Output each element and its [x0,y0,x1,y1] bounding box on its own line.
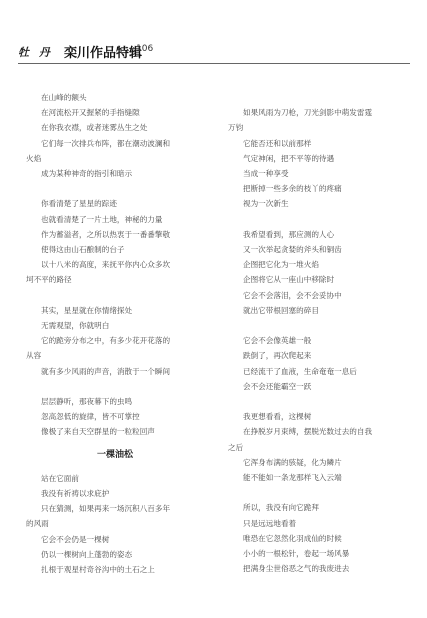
poem-line: 它们每一次排兵布阵，都在潮动波澜和 [41,138,171,148]
poem-title: 一棵油松 [96,449,133,460]
poem-line: 万钧 [228,123,244,133]
poem-line: 企图将它从一座山中移除时 [243,275,335,285]
poem-line: 像极了来自天空群星的一粒粒回声 [41,427,155,437]
poem-line: 它的跪旁分布之中，有多少花开花落的 [41,336,171,346]
poem-line: 层层静听，那夜幕下的虫鸣 [41,397,133,407]
poem-line: 在山峰的额头 [41,93,87,102]
header-rule [18,63,410,64]
page-number: 106 [136,44,154,54]
magazine-brand: 牡 丹 [18,46,53,59]
poem-line: 在挣脱岁月束缚，摆脱光数过去的自我 [243,427,373,437]
poem-line: 小小的一根松针，卷起一场风暴 [243,549,350,559]
poem-line: 之后 [228,442,244,452]
stanza-break [228,90,406,105]
poem-line: 坷不平的路径 [26,275,72,285]
poem-line: 在你我衣襟，或者迷雾丛生之处 [41,123,148,133]
poem-line: 无需观望，你就明白 [41,321,110,331]
poem-line: 成为某种神奇的指引和暗示 [41,169,133,179]
poem-line: 在河流松开又握紧的手指缝隙 [41,108,140,118]
stanza-break [228,212,406,227]
poem-line: 它浑身布满的骇疑，化为鳞片 [243,457,342,467]
poem-line: 它会不会落泪，会不会妥协中 [243,290,342,300]
poem-line: 它能否还和以前那样 [243,138,312,148]
stanza-break [228,394,406,409]
stanza-break [228,318,406,333]
poem-line: 只是远远地看着 [243,518,297,528]
right-column [228,90,406,576]
poem-line: 当成一种享受 [243,169,289,178]
stanza-break [228,485,406,500]
poem-line: 站在它面前 [41,473,79,483]
poem-line: 火焰 [26,153,42,163]
poem-line: 你看清楚了星星的踪迹 [41,199,117,209]
left-column [26,90,204,577]
poem-line: 我希望看到，那应测的人心 [243,229,335,239]
poem-line: 把满身尘世俗恶之气的我废进去 [243,564,350,574]
poem-line: 也就看清楚了一片土地，神秘的力量 [41,214,163,224]
poem-line: 能不能如一条龙那样飞入云端 [243,473,342,483]
poem-line: 忽高忽低的旋律，皆不可掌控 [41,412,140,422]
poem-line: 如果风雨为刀枪，刀光剑影中萌发雷霆 [243,108,373,118]
poem-line: 扎根于观星村奇谷沟中的土石之上 [41,565,155,575]
poem-line: 使得这由山石酿制的台子 [41,245,125,255]
poem-line: 已经流干了血液，生命奄奄一息后 [243,366,357,376]
poem-line: 把断掉一些多余的枝丫的疼痛 [243,184,342,194]
poem-line: 又一次举起贪婪的斧头和铜齿 [243,245,342,254]
poem-line: 我更想看看，这棵树 [243,412,312,422]
poem-line: 其实，星星就在你情绪探处 [41,305,133,315]
section-title: 栾川作品特辑 [64,46,143,61]
poem-line: 仍以一棵树向上蓬勃的姿态 [41,549,133,559]
poem-line: 就有多少风雨的声音，消散于一个瞬间 [41,366,171,376]
poem-line: 跌倒了，再次爬起来 [243,351,312,361]
poem-line: 所以，我没有向它跪拜 [243,503,319,513]
poem-line: 企图把它化为一堆火焰 [243,260,319,270]
poem-line: 从容 [26,351,42,361]
poem-line: 只在猜测，如果再来一场沉积八百多年 [41,504,171,514]
stanza-break [26,288,204,303]
poem-line: 的风雨 [26,519,49,529]
poem-line: 气定神闲，把不平等的待遇 [243,153,335,163]
poem-line: 它会不会仍是一棵树 [41,534,110,544]
poem-line: 我没有祈祷以求庇护 [41,489,110,499]
page-header [18,44,410,62]
poem-line: 以十八米的高度，来抚平你内心众多坎 [41,260,171,270]
stanza-break [26,181,204,196]
poem-line: 视为一次新生 [243,199,289,209]
stanza-break [26,379,204,394]
poem-line: 就出它带根回塞的碎目 [243,305,319,315]
poem-line: 唯恐在它忽然化羽成仙的时候 [243,533,342,543]
poem-line: 它会不会像英雄一般 [243,336,312,346]
poem-line: 作为蓄溢者，之所以热衷于一番番擎敬 [41,229,171,239]
poem-line: 会不会还能霸空一跃 [243,381,312,391]
